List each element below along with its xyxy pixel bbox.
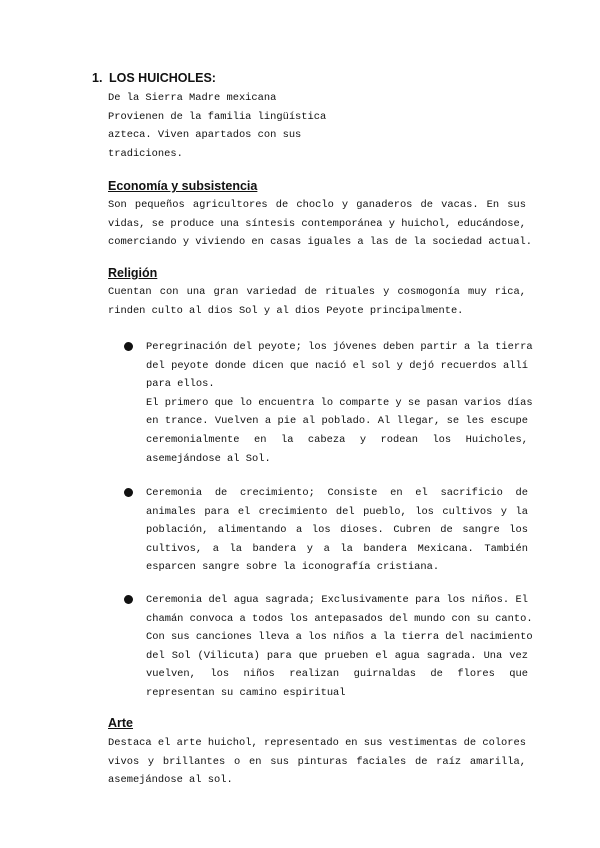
text-line: cultivos, a la bandera y a la bandera Mexicana. También — [146, 542, 528, 555]
text-line: vivos y brillantes o en sus pinturas faciales de raíz amarilla, — [108, 755, 526, 768]
section-title-economia: Economía y subsistencia — [108, 179, 258, 193]
text-line: del peyote donde dicen que nació el sol y dejó recuerdos allí — [146, 359, 528, 372]
text-line: población, alimentando a los dioses. Cubren de sangre los — [146, 524, 528, 537]
text-line: asemejándose al sol. — [108, 774, 233, 787]
intro-line: azteca. Viven apartados con sus — [108, 129, 302, 142]
intro-paragraph — [108, 89, 408, 163]
intro-line: De la Sierra Madre mexicana — [108, 92, 277, 104]
text-line: en trance. Vuelven a pie al poblado. Al llegar, se les escupe — [146, 415, 528, 428]
text-line: representan su camino espiritual — [146, 686, 346, 699]
bullet-text — [146, 338, 533, 468]
bullet-text — [146, 591, 533, 703]
main-heading — [92, 71, 216, 85]
text-line: Son pequeños agricultores de choclo y ganaderos de vacas. En sus — [108, 199, 526, 211]
heading-title: LOS HUICHOLES: — [109, 71, 216, 85]
text-line: ceremonialmente en la cabeza y rodean los Huicholes, — [146, 433, 528, 446]
text-line: esparcen sangre sobre la iconografía cristiana. — [146, 561, 440, 574]
text-line: comerciando y viviendo en casas iguales a las de la sociedad actual. — [108, 236, 533, 249]
text-line: rinden culto al dios Sol y al dios Peyote principalmente. — [108, 304, 464, 317]
intro-line: Provienen de la familia lingüística — [108, 110, 327, 123]
economia-paragraph — [108, 196, 533, 252]
text-line: asemejándose al Sol. — [146, 452, 271, 465]
heading-number: 1. — [92, 71, 103, 85]
text-line: vidas, se produce una síntesis contemporánea y huichol, educándose, — [108, 217, 526, 230]
religion-paragraph — [108, 283, 526, 320]
text-line: del Sol (Vilicuta) para que prueben el agua sagrada. Una vez — [146, 649, 528, 662]
bullet-text — [146, 484, 528, 577]
text-line: vuelven, los niños realizan guirnaldas de flores que — [146, 668, 528, 681]
text-line: chamán convoca a todos los antepasados del mundo con su canto. — [146, 612, 533, 625]
text-line: Ceremonia de crecimiento; Consiste en el sacrificio de — [146, 487, 528, 499]
text-line: animales para el crecimiento del pueblo, los cultivos y la — [146, 505, 528, 518]
bullet-dot-icon — [124, 595, 133, 604]
arte-paragraph — [108, 734, 526, 790]
text-line: para ellos. — [146, 378, 215, 391]
bullet-dot-icon — [124, 342, 133, 351]
text-line: El primero que lo encuentra lo comparte y se pasan varios días — [146, 396, 533, 409]
section-title-arte: Arte — [108, 716, 134, 730]
bullet-dot-icon — [124, 488, 133, 497]
text-line: Cuentan con una gran variedad de rituales y cosmogonía muy rica, — [108, 286, 526, 298]
text-line: Peregrinación del peyote; los jóvenes deben partir a la tierra — [146, 341, 533, 353]
text-line: Destaca el arte huichol, representado en sus vestimentas de colores — [108, 737, 526, 749]
section-title-religion: Religión — [108, 266, 158, 280]
text-line: Con sus canciones lleva a los niños a la tierra del nacimiento — [146, 631, 533, 644]
text-line: Ceremonia del agua sagrada; Exclusivamente para los niños. El — [146, 594, 528, 606]
intro-line: tradiciones. — [108, 147, 183, 160]
